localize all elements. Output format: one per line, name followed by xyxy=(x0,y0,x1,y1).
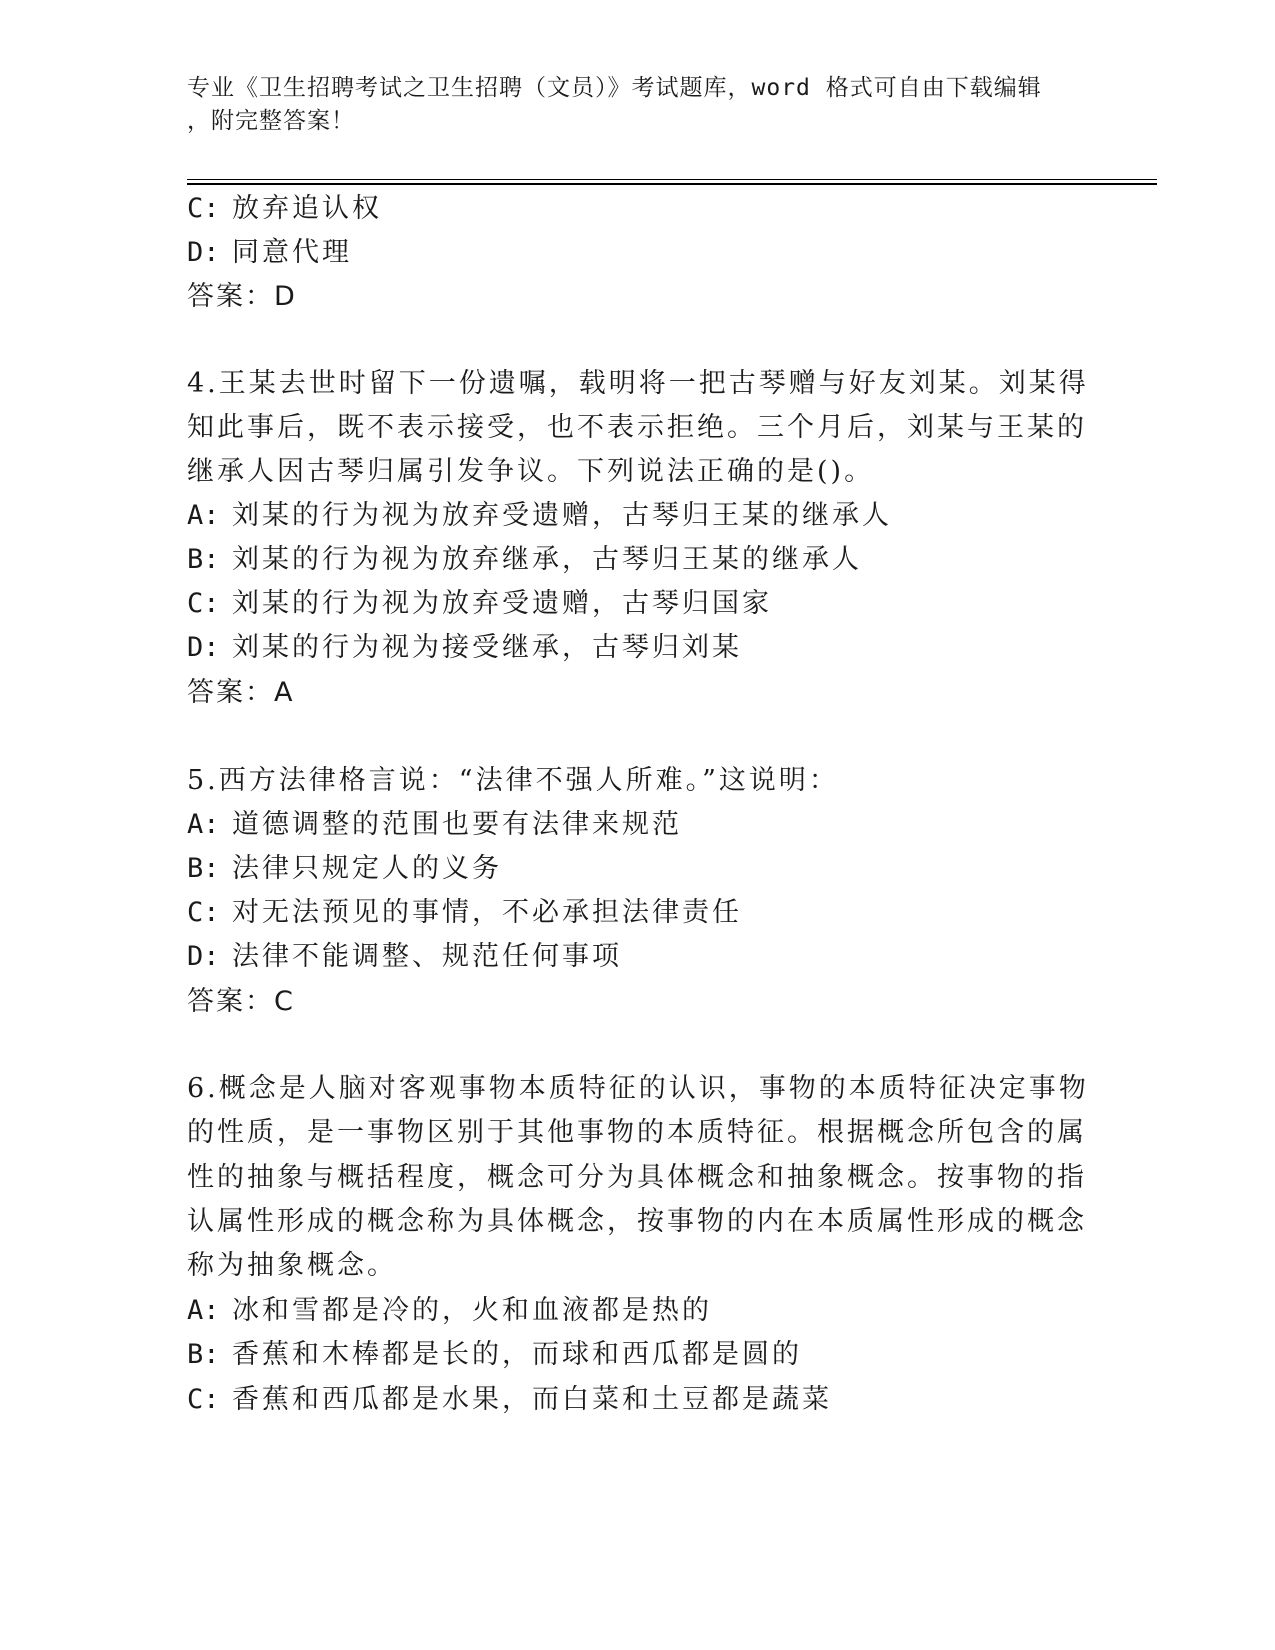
q3-option-c xyxy=(187,193,382,225)
q5-option-a xyxy=(187,809,682,841)
option-key: C: xyxy=(187,193,220,224)
option-text: 对无法预见的事情，不必承担法律责任 xyxy=(232,897,742,928)
header-line-1: 专业《卫生招聘考试之卫生招聘（文员）》考试题库，word 格式可自由下载编辑 xyxy=(187,75,1042,101)
header-line-2: ，附完整答案！ xyxy=(187,108,355,134)
option-text: 香蕉和西瓜都是水果，而白菜和土豆都是蔬菜 xyxy=(232,1384,832,1415)
option-key: A: xyxy=(187,1295,220,1326)
option-key: B: xyxy=(187,853,220,884)
option-key: C: xyxy=(187,588,220,619)
option-text: 刘某的行为视为放弃继承，古琴归王某的继承人 xyxy=(232,544,862,575)
q5-stem-line-1: 5.西方法律格言说：“法律不强人所难。”这说明： xyxy=(187,765,839,796)
q6-stem-line-2: 的性质，是一事物区别于其他事物的本质特征。根据概念所包含的属 xyxy=(187,1117,1087,1148)
q4-option-a xyxy=(187,500,892,532)
q4-option-d xyxy=(187,632,742,664)
q6-stem-line-4: 认属性形成的概念称为具体概念，按事物的内在本质属性形成的概念 xyxy=(187,1206,1087,1237)
q4-option-c xyxy=(187,588,772,620)
option-text: 刘某的行为视为放弃受遗赠，古琴归国家 xyxy=(232,588,772,619)
q6-option-a xyxy=(187,1295,712,1327)
q4-stem-line-2: 知此事后，既不表示接受，也不表示拒绝。三个月后，刘某与王某的 xyxy=(187,412,1087,443)
option-text: 同意代理 xyxy=(232,237,352,268)
q6-stem-line-1: 6.概念是人脑对客观事物本质特征的认识，事物的本质特征决定事物 xyxy=(187,1073,1089,1104)
q5-option-b xyxy=(187,853,502,885)
option-text: 刘某的行为视为接受继承，古琴归刘某 xyxy=(232,632,742,663)
q4-stem-line-3: 继承人因古琴归属引发争议。下列说法正确的是()。 xyxy=(187,456,875,487)
option-key: B: xyxy=(187,544,220,575)
option-key: D: xyxy=(187,237,220,268)
header-divider-thick xyxy=(187,183,1157,185)
q6-option-c xyxy=(187,1384,832,1416)
q6-stem-line-3: 性的抽象与概括程度，概念可分为具体概念和抽象概念。按事物的指 xyxy=(187,1162,1087,1193)
option-text: 法律只规定人的义务 xyxy=(232,853,502,884)
q5-answer: 答案：C xyxy=(187,986,295,1017)
q4-option-b xyxy=(187,544,862,576)
option-text: 刘某的行为视为放弃受遗赠，古琴归王某的继承人 xyxy=(232,500,892,531)
option-text: 法律不能调整、规范任何事项 xyxy=(232,941,622,972)
option-text: 道德调整的范围也要有法律来规范 xyxy=(232,809,682,840)
option-text: 放弃追认权 xyxy=(232,193,382,224)
option-key: B: xyxy=(187,1339,220,1370)
q5-option-d xyxy=(187,941,622,973)
document-header xyxy=(187,72,1067,138)
option-key: A: xyxy=(187,500,220,531)
option-text: 香蕉和木棒都是长的，而球和西瓜都是圆的 xyxy=(232,1339,802,1370)
option-key: A: xyxy=(187,809,220,840)
option-key: D: xyxy=(187,941,220,972)
q4-stem-line-1: 4.王某去世时留下一份遗嘱，载明将一把古琴赠与好友刘某。刘某得 xyxy=(187,368,1089,399)
option-text: 冰和雪都是冷的，火和血液都是热的 xyxy=(232,1295,712,1326)
option-key: C: xyxy=(187,897,220,928)
q6-option-b xyxy=(187,1339,802,1371)
q6-stem-line-5: 称为抽象概念。 xyxy=(187,1250,397,1281)
q5-option-c xyxy=(187,897,742,929)
header-divider-thin xyxy=(187,179,1157,180)
q3-option-d xyxy=(187,237,352,269)
option-key: C: xyxy=(187,1384,220,1415)
option-key: D: xyxy=(187,632,220,663)
q4-answer: 答案：A xyxy=(187,677,295,708)
q3-answer: 答案：D xyxy=(187,281,297,312)
